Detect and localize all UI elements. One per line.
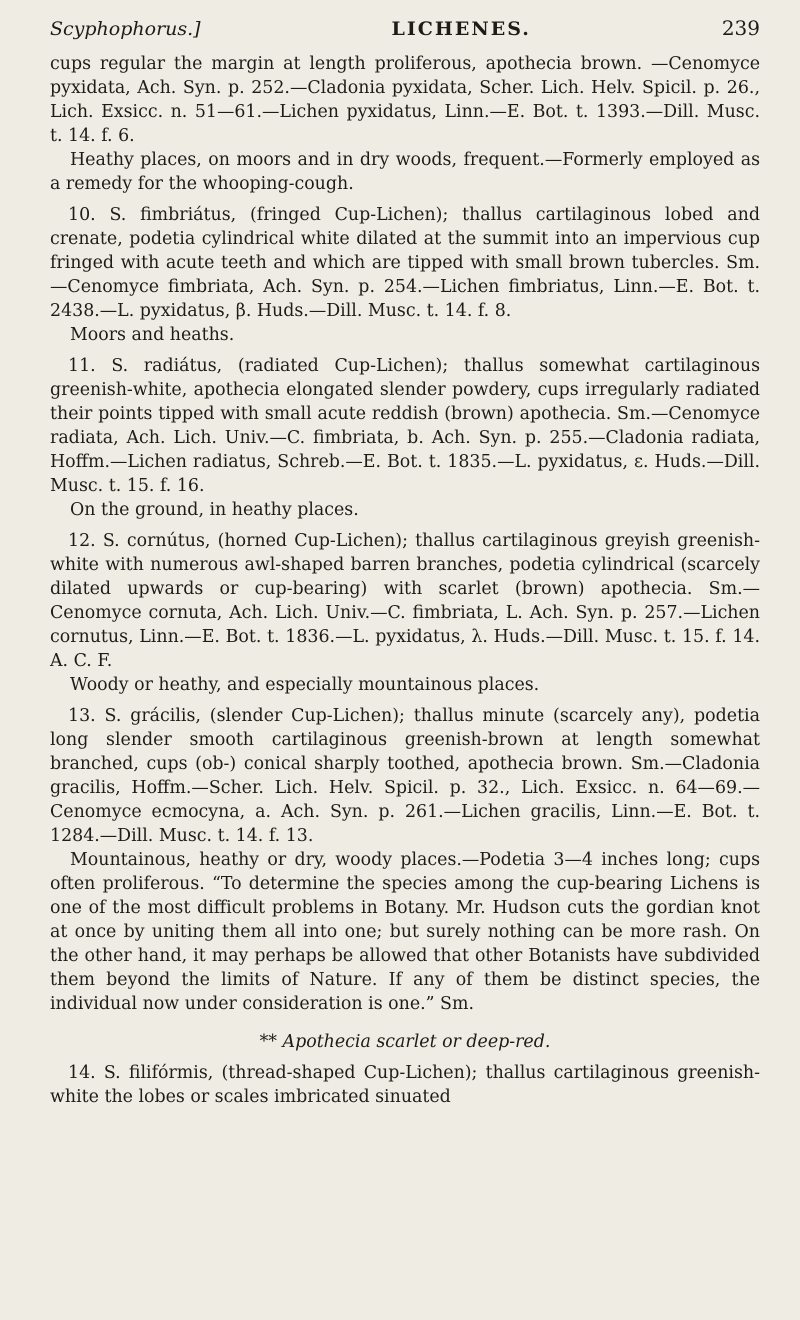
habitat-note: Moors and heaths. (70, 325, 235, 345)
page-body (50, 52, 760, 1109)
running-head-genus: Scyphophorus.] (50, 18, 201, 40)
running-header (50, 10, 760, 46)
habitat-note: On the ground, in heathy places. (70, 500, 359, 520)
habitat-note: Woody or heathy, and especially mountainous places. (70, 675, 540, 695)
species-entry-12: 12. S. cornútus, (horned Cup-Lichen); thallus cartilaginous greyish greenish-white with numerous awl-shaped barren branches, podetia cylindrical (scarcely dilated upwards or cup-bearing) with scarlet (brown) apothecia. Sm.—Cenomyce cornuta, Ach. Lich. Univ.—C. fimbriata, L. Ach. Syn. p. 257.—Lichen cornutus, Linn.—E. Bot. t. 1836.—L. pyxidatus, λ. Huds.—Dill. Musc. t. 15. f. 14. A. C. F. (50, 531, 760, 671)
habitat-note: Mountainous, heathy or dry, woody places.—Podetia 3—4 inches long; cups often proliferous. “To determine the species among the cup-bearing Lichens is one of the most difficult problems in Botany. Mr. Hudson cuts the gordian knot at once by uniting them all into one; but surely nothing can be more rash. On the other hand, it may perhaps be allowed that other Botanists have subdivided them beyond the limits of Nature. If any of them be distinct species, the individual now under consideration is one.” Sm. (50, 850, 760, 1014)
species-entry-14: 14. S. filifórmis, (thread-shaped Cup-Lichen); thallus cartilaginous greenish-white the lobes or scales imbricated sinuated (50, 1063, 760, 1107)
running-head-family: LICHENES. (391, 18, 531, 40)
section-heading: ** Apothecia scarlet or deep-red. (259, 1032, 551, 1052)
paragraph-continued: cups regular the margin at length proliferous, apothecia brown. —Cenomyce pyxidata, Ach. Syn. p. 252.—Cladonia pyxidata, Scher. Lich. Helv. Spicil. p. 26., Lich. Exsicc. n. 51—61.—Lichen pyxidatus, Linn.—E. Bot. t. 1393.—Dill. Musc. t. 14. f. 6. (50, 54, 760, 146)
habitat-note: Heathy places, on moors and in dry woods, frequent.—Formerly employed as a remedy for the whooping-cough. (50, 150, 760, 194)
species-entry-10: 10. S. fimbriátus, (fringed Cup-Lichen); thallus cartilaginous lobed and crenate, podetia cylindrical white dilated at the summit into an impervious cup fringed with acute teeth and which are tipped with small brown tubercles. Sm.—Cenomyce fimbriata, Ach. Syn. p. 254.—Lichen fimbriatus, Linn.—E. Bot. t. 2438.—L. pyxidatus, β. Huds.—Dill. Musc. t. 14. f. 8. (50, 205, 760, 321)
species-entry-13: 13. S. grácilis, (slender Cup-Lichen); thallus minute (scarcely any), podetia long slender smooth cartilaginous greenish-brown at length somewhat branched, cups (ob-) conical sharply toothed, apothecia brown. Sm.—Cladonia gracilis, Hoffm.—Scher. Lich. Helv. Spicil. p. 32., Lich. Exsicc. n. 64—69.—Cenomyce ecmocyna, a. Ach. Syn. p. 261.—Lichen gracilis, Linn.—E. Bot. t. 1284.—Dill. Musc. t. 14. f. 13. (50, 706, 760, 846)
page-number: 239 (721, 16, 760, 40)
species-entry-11: 11. S. radiátus, (radiated Cup-Lichen); thallus somewhat cartilaginous greenish-white, apothecia elongated slender powdery, cups irregularly radiated their points tipped with small acute reddish (brown) apothecia. Sm.—Cenomyce radiata, Ach. Lich. Univ.—C. fimbriata, b. Ach. Syn. p. 255.—Cladonia radiata, Hoffm.—Lichen radiatus, Schreb.—E. Bot. t. 1835.—L. pyxidatus, ε. Huds.—Dill. Musc. t. 15. f. 16. (50, 356, 760, 496)
